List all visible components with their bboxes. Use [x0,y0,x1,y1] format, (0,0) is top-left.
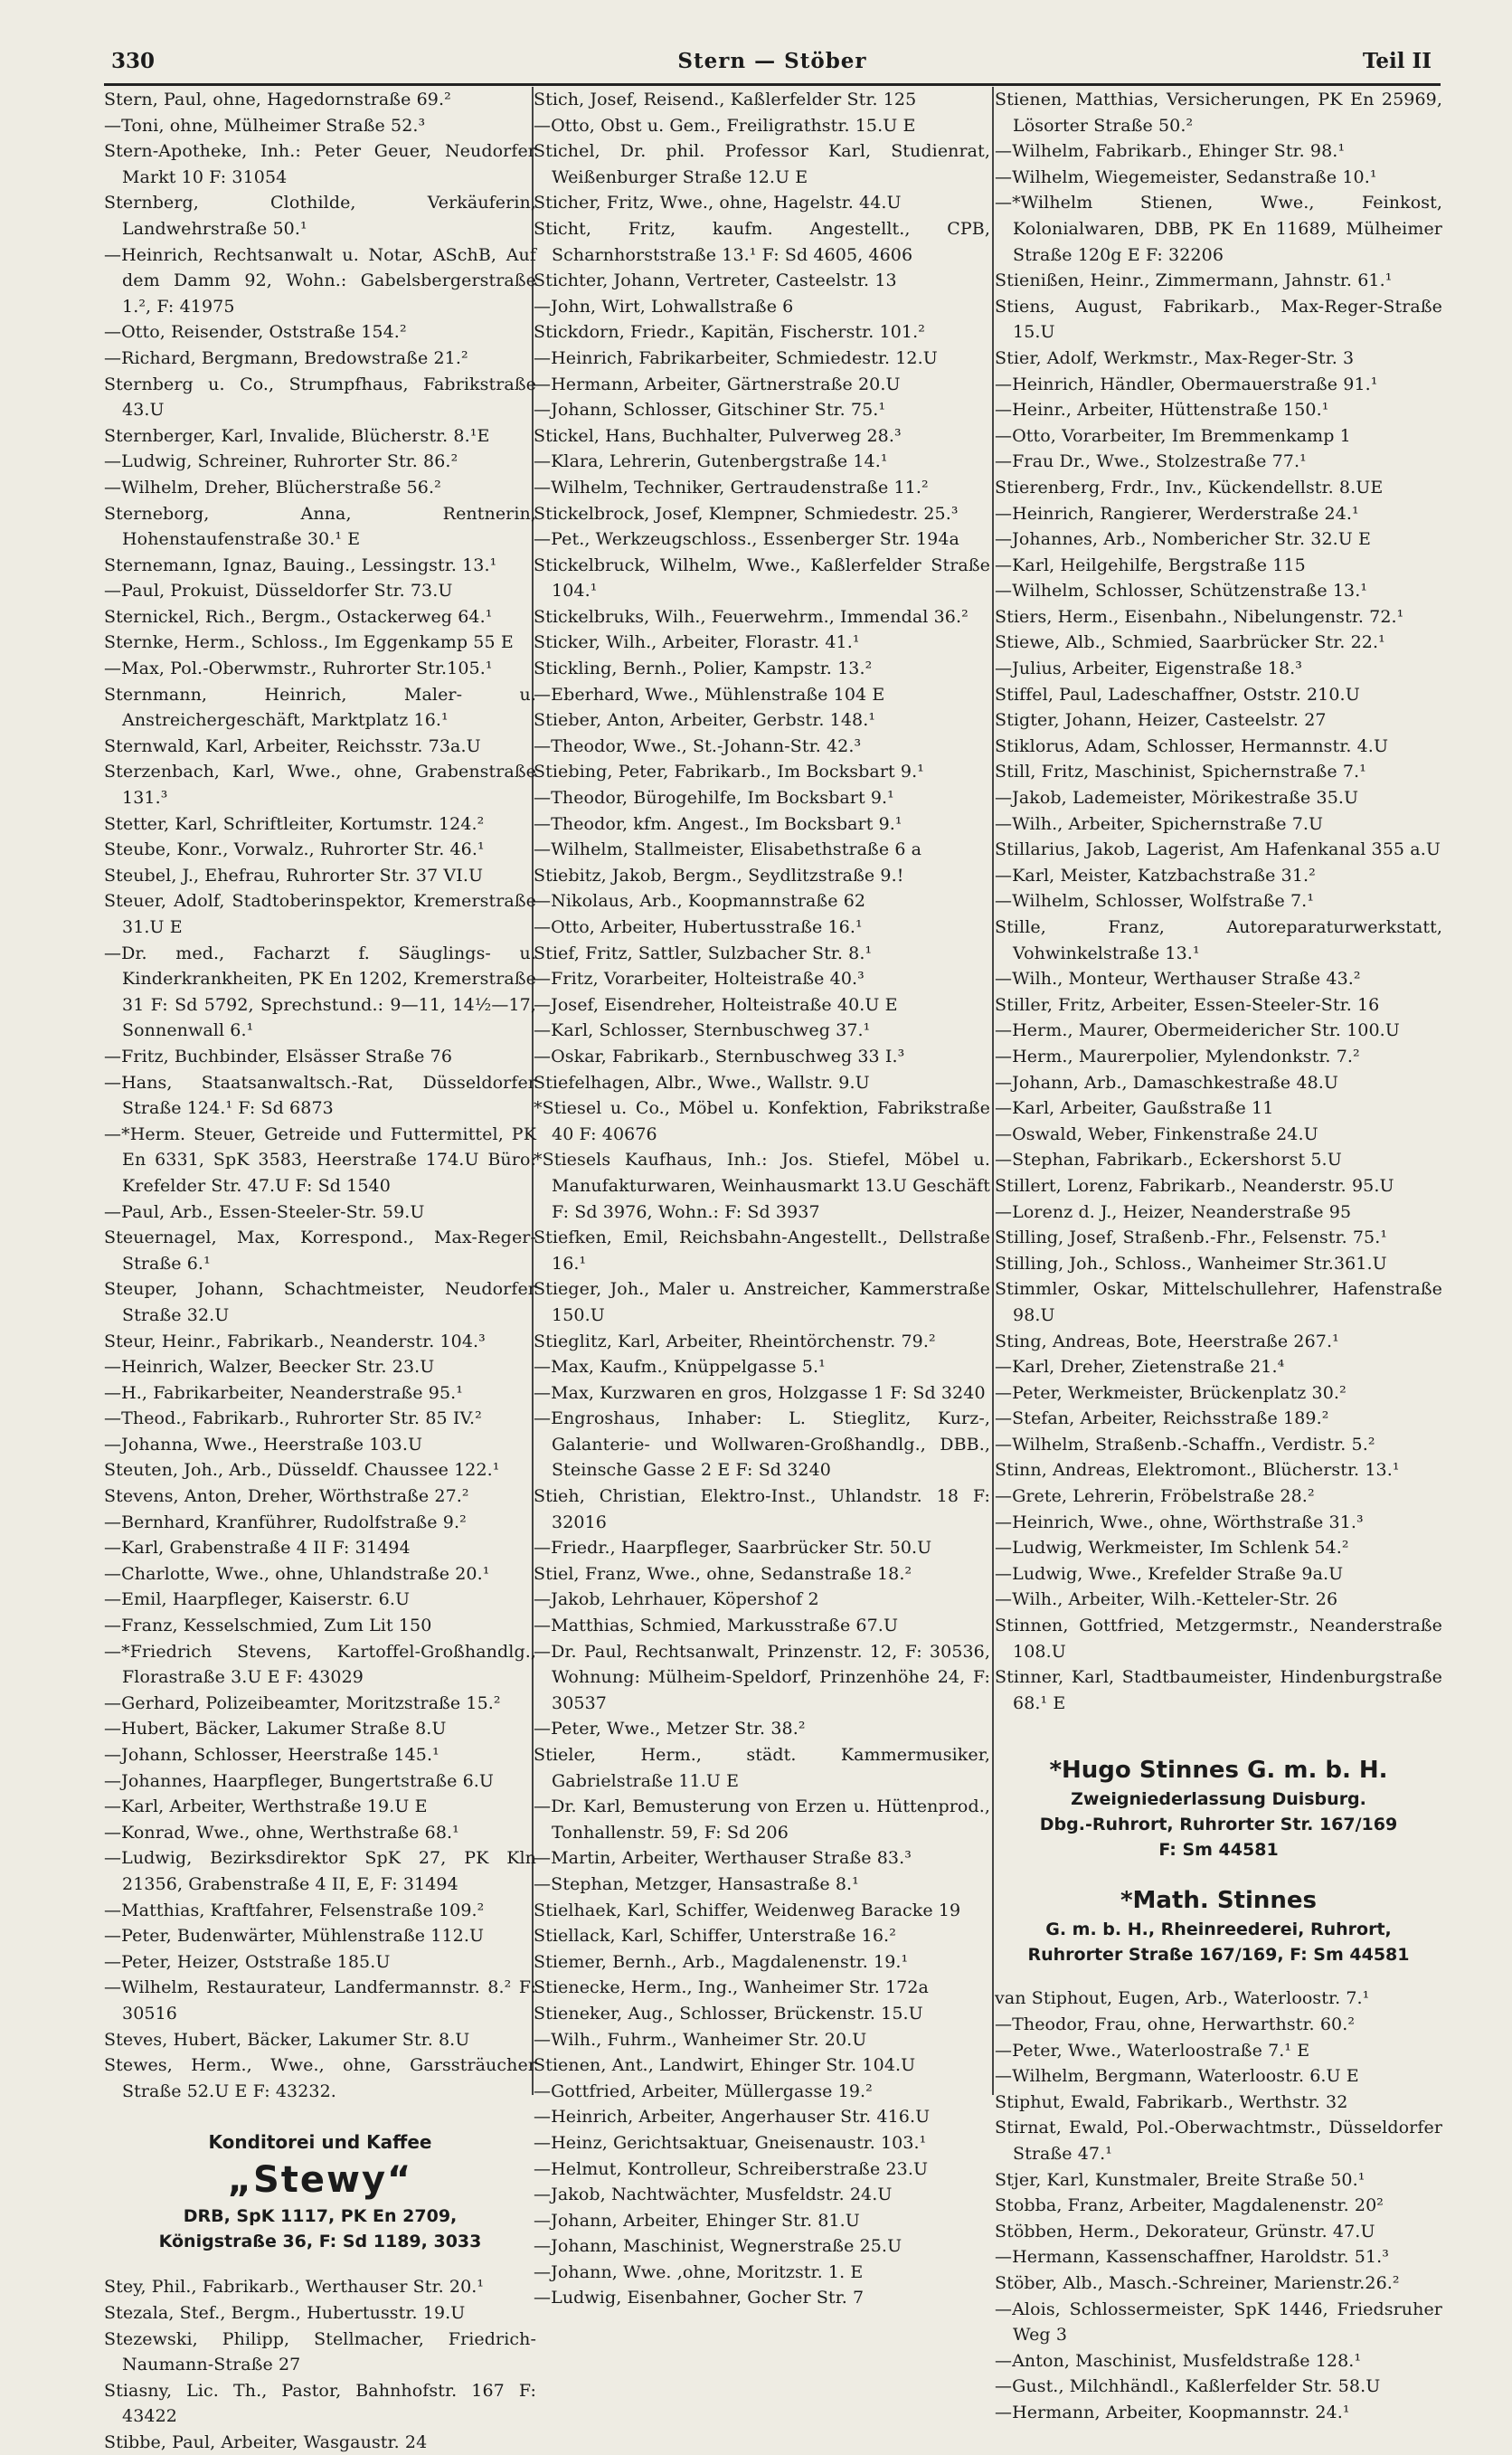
directory-entry: —Wilh., Monteur, Werthauser Straße 43.² [995,969,1361,990]
directory-entry: —Gerhard, Polizeibeamter, Moritzstraße 15.² [104,1692,501,1713]
column-divider [992,87,994,2095]
directory-entry: —Theodor, Bürogehilfe, Im Bocksbart 9.¹ [534,788,894,809]
directory-entry: Stickelbrock, Josef, Klempner, Schmiedestr. 25.³ [534,503,959,524]
directory-entry: Stiebing, Peter, Fabrikarb., Im Bocksbart 9.¹ [534,762,924,782]
directory-entry: Sternemann, Ignaz, Bauing., Lessingstr. 13.¹ [104,555,497,575]
directory-entry: —Theodor, Wwe., St.-Johann-Str. 42.³ [534,735,862,756]
directory-entry: —Jakob, Lehrhauer, Köpershof 2 [534,1589,819,1610]
directory-entry: Stiers, Herm., Eisenbahn., Nibelungenstr. 72.¹ [995,606,1404,627]
directory-entry: Stieglitz, Karl, Arbeiter, Rheintörchenstr. 79.² [534,1331,936,1351]
directory-entry: Steubel, J., Ehefrau, Ruhrorter Str. 37 VI.U [104,865,484,886]
directory-entry: Sticker, Wilh., Arbeiter, Florastr. 41.¹ [534,632,860,653]
directory-entry: Sternberg u. Co., Strumpfhaus, Fabrikstraße 43.U [104,374,536,421]
directory-entry: —Karl, Heilgehilfe, Bergstraße 115 [995,555,1306,575]
directory-entry: —Paul, Arb., Essen-Steeler-Str. 59.U [104,1201,425,1222]
directory-entry: Stöbben, Herm., Dekorateur, Grünstr. 47.U [995,2221,1375,2242]
directory-entry: Steves, Hubert, Bäcker, Lakumer Str. 8.U [104,2029,470,2050]
directory-entry: Stöber, Alb., Masch.-Schreiner, Marienstr.26.² [995,2272,1400,2293]
directory-entry: —Johannes, Haarpfleger, Bungertstraße 6.U [104,1770,495,1791]
directory-entry: —Gottfried, Arbeiter, Müllergasse 19.² [534,2081,873,2101]
directory-entry: Stiphut, Ewald, Fabrikarb., Werthstr. 32 [995,2091,1348,2112]
directory-entry: —Heinrich, Walzer, Beecker Str. 23.U [104,1357,435,1378]
directory-entry: —Charlotte, Wwe., ohne, Uhlandstraße 20.¹ [104,1563,490,1584]
entry-list [104,2274,536,2455]
directory-entry: Stichter, Johann, Vertreter, Casteelstr. 13 [534,270,897,291]
ad-title: *Hugo Stinnes G. m. b. H. [1049,1757,1388,1785]
directory-entry: —Hermann, Arbeiter, Koopmannstr. 24.¹ [995,2402,1350,2422]
directory-entry: —Wilhelm, Techniker, Gertraudenstraße 11.² [534,477,929,498]
directory-entry: —Otto, Obst u. Gem., Freiligrathstr. 15.U E [534,115,916,136]
directory-entry: —Heinz, Gerichtsaktuar, Gneisenaustr. 103.¹ [534,2132,927,2153]
directory-entry: Stienen, Matthias, Versicherungen, PK En 25969, Lösorter Straße 50.² [995,90,1442,136]
directory-entry: Sternmann, Heinrich, Maler- u. Anstreichergeschäft, Marktplatz 16.¹ [104,684,536,731]
directory-entry: —Lorenz d. J., Heizer, Neanderstraße 95 [995,1201,1352,1222]
directory-entry: —Wilhelm, Straßenb.-Schaffn., Verdistr. 5.² [995,1434,1375,1455]
directory-entry: —Johann, Arbeiter, Ehinger Str. 81.U [534,2210,860,2231]
directory-entry: —*Herm. Steuer, Getreide und Futtermittel, PK En 6331, SpK 3583, Heerstraße 174.U Büro: Krefelder Str. 47.U F: Sd 1540 [104,1123,536,1196]
entry-list [104,87,536,2104]
directory-entry: Stiller, Fritz, Arbeiter, Essen-Steeler-Str. 16 [995,994,1380,1015]
directory-entry: —Stephan, Fabrikarb., Eckershorst 5.U [995,1150,1342,1171]
directory-entry: Sternberger, Karl, Invalide, Blücherstr. 8.¹E [104,425,490,446]
directory-entry: Stille, Franz, Autoreparaturwerkstatt, Vohwinkelstraße 13.¹ [995,917,1442,963]
directory-entry: Sternickel, Rich., Bergm., Ostackerweg 64.¹ [104,606,493,627]
directory-entry: —Heinrich, Händler, Obermauerstraße 91.¹ [995,374,1378,394]
directory-entry: Stickelbruck, Wilhelm, Wwe., Kaßlerfelder Straße 104.¹ [534,555,990,602]
directory-entry: —Helmut, Kontrolleur, Schreiberstraße 23.U [534,2158,929,2179]
directory-entry: —Fritz, Vorarbeiter, Holteistraße 40.³ [534,969,865,990]
directory-entry: —Gust., Milchhändl., Kaßlerfelder Str. 58.U [995,2376,1381,2397]
directory-entry: —Heinrich, Fabrikarbeiter, Schmiedestr. 12.U [534,347,938,368]
directory-entry: —Hubert, Bäcker, Lakumer Straße 8.U [104,1719,447,1739]
directory-entry: Stiel, Franz, Wwe., ohne, Sedanstraße 18.² [534,1563,912,1584]
directory-entry: Stiewe, Alb., Schmied, Saarbrücker Str. 22.¹ [995,632,1385,653]
directory-entry: —Max, Kurzwaren en gros, Holzgasse 1 F: Sd 3240 [534,1382,986,1403]
directory-entry: —Karl, Schlosser, Sternbuschweg 37.¹ [534,1020,871,1041]
directory-entry: —Wilhelm, Fabrikarb., Ehinger Str. 98.¹ [995,141,1346,162]
directory-entry: —Stephan, Metzger, Hansastraße 8.¹ [534,1873,859,1894]
directory-entry: —Herm., Maurer, Obermeidericher Str. 100.U [995,1020,1400,1041]
directory-entry: Stienecke, Herm., Ing., Wanheimer Str. 172a [534,1977,929,1998]
directory-entry: Stillert, Lorenz, Fabrikarb., Neanderstr. 95.U [995,1175,1394,1196]
directory-entry: Stiffel, Paul, Ladeschaffner, Oststr. 210.U [995,684,1360,705]
directory-entry: Stezewski, Philipp, Stellmacher, Friedrich-Naumann-Straße 27 [104,2328,536,2375]
directory-entry: Stillarius, Jakob, Lagerist, Am Hafenkanal 355 a.U [995,839,1441,860]
directory-entry: —Hermann, Arbeiter, Gärtnerstraße 20.U [534,374,901,394]
ad-line: Dbg.-Ruhrort, Ruhrorter Str. 167/169 [1039,1815,1398,1835]
directory-entry: Steube, Konr., Vorwalz., Ruhrorter Str. 46.¹ [104,839,485,860]
directory-entry: Steuer, Adolf, Stadtoberinspektor, Kremerstraße 31.U E [104,891,536,937]
directory-entry: —Jakob, Lademeister, Mörikestraße 35.U [995,788,1359,809]
directory-entry: —Dr. Karl, Bemusterung von Erzen u. Hüttenprod., Tonhallenstr. 59, F: Sd 206 [534,1796,990,1843]
directory-entry: Stiens, August, Fabrikarb., Max-Reger-Straße 15.U [995,296,1442,343]
directory-entry: —Max, Pol.-Oberwmstr., Ruhrorter Str.105.¹ [104,659,493,679]
directory-entry: —Oskar, Fabrikarb., Sternbuschweg 33 I.³ [534,1046,905,1066]
directory-entry: Stirnat, Ewald, Pol.-Oberwachtmstr., Düsseldorfer Straße 47.¹ [995,2118,1442,2164]
column-3 [995,87,1442,2422]
directory-entry: —Emil, Haarpfleger, Kaiserstr. 6.U [104,1589,411,1610]
directory-entry: Stieger, Joh., Maler u. Anstreicher, Kammerstraße 150.U [534,1279,990,1325]
directory-entry: —Franz, Kesselschmied, Zum Lit 150 [104,1616,432,1636]
directory-entry: Stickelbruks, Wilh., Feuerwehrm., Immendal 36.² [534,606,969,627]
directory-entry: Sterneborg, Anna, Rentnerin, Hohenstaufenstraße 30.¹ E [104,503,536,550]
directory-entry: —Ludwig, Schreiner, Ruhrorter Str. 86.² [104,451,458,472]
page-number: 330 [111,49,156,73]
directory-entry: Stief, Fritz, Sattler, Sulzbacher Str. 8.¹ [534,943,873,963]
directory-entry: —Dr. Paul, Rechtsanwalt, Prinzenstr. 12, F: 30536, Wohnung: Mülheim-Speldorf, Prinzenhöhe 24, F: 30537 [534,1641,990,1713]
directory-entry: —Wilhelm, Schlosser, Wolfstraße 7.¹ [995,891,1315,912]
directory-entry: Stieler, Herm., städt. Kammermusiker, Gabrielstraße 11.U E [534,1745,990,1791]
entry-list [534,87,990,2311]
directory-entry: —Stefan, Arbeiter, Reichsstraße 189.² [995,1408,1329,1429]
directory-entry: —Peter, Werkmeister, Brückenplatz 30.² [995,1382,1347,1403]
directory-entry: —Otto, Arbeiter, Hubertusstraße 16.¹ [534,917,863,937]
directory-entry: *Stiesels Kaufhaus, Inh.: Jos. Stiefel, Möbel u. Manufakturwaren, Weinhausmarkt 13.U Geschäft F: Sd 3976, Wohn.: F: Sd 3937 [534,1150,990,1222]
directory-entry: Stieh, Christian, Elektro-Inst., Uhlandstr. 18 F: 32016 [534,1486,990,1532]
directory-entry: Steur, Heinr., Fabrikarb., Neanderstr. 104.³ [104,1331,486,1351]
directory-entry: —Wilhelm, Schlosser, Schützenstraße 13.¹ [995,581,1368,602]
directory-entry: *Stiesel u. Co., Möbel u. Konfektion, Fabrikstraße 40 F: 40676 [534,1098,990,1144]
directory-entry: Stevens, Anton, Dreher, Wörthstraße 27.² [104,1486,469,1507]
directory-entry: —Johannes, Arb., Nombericher Str. 32.U E [995,529,1372,550]
directory-entry: Stiellack, Karl, Schiffer, Unterstraße 16.² [534,1926,896,1947]
directory-entry: —*Friedrich Stevens, Kartoffel-Großhandlg., Florastraße 3.U E F: 43029 [104,1641,536,1688]
directory-entry: Stezala, Stef., Bergm., Hubertusstr. 19.U [104,2302,466,2323]
ad-line: Zweigniederlassung Duisburg. [1071,1789,1366,1810]
directory-entry: Sterzenbach, Karl, Wwe., ohne, Grabenstraße 131.³ [104,762,536,809]
directory-entry: —Ludwig, Werkmeister, Im Schlenk 54.² [995,1538,1349,1559]
directory-entry: Stinn, Andreas, Elektromont., Blücherstr. 13.¹ [995,1460,1400,1481]
directory-entry: —Wilhelm, Bergmann, Waterloostr. 6.U E [995,2066,1359,2087]
ad-title: *Math. Stinnes [1120,1887,1318,1915]
directory-entry: Steuten, Joh., Arb., Düsseldf. Chaussee 122.¹ [104,1460,500,1481]
directory-entry: Stiebitz, Jakob, Bergm., Seydlitzstraße 9.! [534,865,904,886]
directory-entry: —Klara, Lehrerin, Gutenbergstraße 14.¹ [534,451,888,472]
directory-entry: Stich, Josef, Reisend., Kaßlerfelder Str. 125 [534,90,917,109]
directory-entry: —Heinrich, Arbeiter, Angerhauser Str. 416.U [534,2107,931,2128]
directory-entry: —Eberhard, Wwe., Mühlenstraße 104 E [534,684,885,705]
directory-entry: —Wilh., Arbeiter, Spichernstraße 7.U [995,813,1324,834]
directory-entry: Stewes, Herm., Wwe., ohne, Garssträucher Straße 52.U E F: 43232. [104,2055,536,2101]
directory-entry: —Frau Dr., Wwe., Stolzestraße 77.¹ [995,451,1307,472]
entry-list [995,1986,1442,2425]
directory-entry: —John, Wirt, Lohwallstraße 6 [534,296,794,317]
directory-entry: Stiemer, Bernh., Arb., Magdalenenstr. 19.¹ [534,1951,909,1972]
ad-line: Königstraße 36, F: Sd 1189, 3033 [158,2232,482,2252]
directory-entry: —Matthias, Kraftfahrer, Felsenstraße 109.² [104,1900,485,1920]
directory-entry: —Otto, Reisender, Oststraße 154.² [104,322,407,343]
directory-entry: Stierenberg, Frdr., Inv., Kückendellstr. 8.UE [995,477,1384,498]
directory-entry: Steuernagel, Max, Korrespond., Max-Reger-Straße 6.¹ [104,1228,536,1274]
directory-entry: —Wilh., Fuhrm., Wanheimer Str. 20.U [534,2029,867,2050]
directory-entry: —Otto, Vorarbeiter, Im Bremmenkamp 1 [995,425,1351,446]
directory-entry: Stern, Paul, ohne, Hagedornstraße 69.² [104,90,451,109]
directory-entry: —Ludwig, Wwe., Krefelder Straße 9a.U [995,1563,1344,1584]
directory-entry: —Johann, Schlosser, Gitschiner Str. 75.¹ [534,400,886,421]
directory-entry: Stichel, Dr. phil. Professor Karl, Studienrat, Weißenburger Straße 12.U E [534,141,990,187]
directory-entry: Still, Fritz, Maschinist, Spichernstraße 7.¹ [995,762,1366,782]
directory-entry: Stibbe, Paul, Arbeiter, Wasgaustr. 24 [104,2431,428,2452]
directory-entry: Stickdorn, Friedr., Kapitän, Fischerstr. 101.² [534,322,925,343]
directory-entry: —Heinrich, Rechtsanwalt u. Notar, ASchB, Auf dem Damm 92, Wohn.: Gabelsbergerstraße 1.², F: 41975 [104,244,536,317]
directory-entry: —Johann, Wwe. ,ohne, Moritzstr. 1. E [534,2261,864,2282]
directory-entry: —Julius, Arbeiter, Eigenstraße 18.³ [995,659,1303,679]
directory-entry: van Stiphout, Eugen, Arb., Waterloostr. 7.¹ [995,1988,1370,2009]
directory-entry: Steuper, Johann, Schachtmeister, Neudorfer Straße 32.U [104,1279,536,1325]
directory-entry: —Heinrich, Rangierer, Werderstraße 24.¹ [995,503,1359,524]
directory-entry: —Peter, Wwe., Metzer Str. 38.² [534,1719,806,1739]
ad-stewy [104,2128,536,2254]
directory-entry: —Josef, Eisendreher, Holteistraße 40.U E [534,994,898,1015]
directory-entry: Stey, Phil., Fabrikarb., Werthauser Str. 20.¹ [104,2277,485,2298]
ad-brand: „Stewy“ [227,2159,413,2202]
directory-entry: —Johann, Arb., Damaschkestraße 48.U [995,1072,1339,1093]
directory-entry: —Oswald, Weber, Finkenstraße 24.U [995,1123,1318,1144]
directory-entry: —*Wilhelm Stienen, Wwe., Feinkost, Kolonialwaren, DBB, PK En 11689, Mülheimer Straße 120g E F: 32206 [995,193,1442,265]
directory-entry: Stinnen, Gottfried, Metzgermstr., Neanderstraße 108.U [995,1616,1442,1662]
directory-entry: —Dr. med., Facharzt f. Säuglings- u. Kinderkrankheiten, PK En 1202, Kremerstraße 31 F: Sd 5792, Sprechstund.: 9—11, 14½—17, Sonnenwall 6.¹ [104,943,536,1041]
directory-entry: Stobba, Franz, Arbeiter, Magdalenenstr. 20² [995,2195,1384,2216]
directory-entry: —Matthias, Schmied, Markusstraße 67.U [534,1616,899,1636]
ad-line: F: Sm 44581 [1158,1840,1279,1861]
directory-entry: Stieneker, Aug., Schlosser, Brückenstr. 15.U [534,2003,923,2024]
directory-entry: —Jakob, Nachtwächter, Musfeldstr. 24.U [534,2185,893,2205]
directory-entry: —Konrad, Wwe., ohne, Werthstraße 68.¹ [104,1822,459,1843]
directory-entry: —Wilh., Arbeiter, Wilh.-Ketteler-Str. 26 [995,1589,1338,1610]
directory-entry: —Karl, Grabenstraße 4 II F: 31494 [104,1538,411,1559]
ad-line: DRB, SpK 1117, PK En 2709, [183,2206,458,2227]
directory-entry: Stern-Apotheke, Inh.: Peter Geuer, Neudorfer Markt 10 F: 31054 [104,141,536,187]
directory-entry: —Karl, Dreher, Zietenstraße 21.⁴ [995,1357,1285,1378]
page-header [104,45,1441,86]
directory-entry: —Hans, Staatsanwaltsch.-Rat, Düsseldorfer Straße 124.¹ F: Sd 6873 [104,1072,536,1119]
directory-entry: —Friedr., Haarpfleger, Saarbrücker Str. 50.U [534,1538,932,1559]
directory-entry: Stienißen, Heinr., Zimmermann, Jahnstr. 61.¹ [995,270,1393,291]
directory-entry: —Hermann, Kassenschaffner, Haroldstr. 51.³ [995,2247,1390,2268]
directory-entry: Sternke, Herm., Schloss., Im Eggenkamp 55 E [104,632,514,653]
directory-entry: —Peter, Heizer, Oststraße 185.U [104,1951,391,1972]
directory-entry: —Anton, Maschinist, Musfeldstraße 128.¹ [995,2350,1362,2371]
directory-entry: Stiasny, Lic. Th., Pastor, Bahnhofstr. 167 F: 43422 [104,2380,536,2427]
entry-list [995,87,1442,1716]
directory-entry: —Ludwig, Bezirksdirektor SpK 27, PK Kln 21356, Grabenstraße 4 II, E, F: 31494 [104,1848,536,1894]
directory-entry: Stielhaek, Karl, Schiffer, Weidenweg Baracke 19 [534,1900,961,1920]
directory-entry: —Wilhelm, Restaurateur, Landfermannstr. 8.² F: 30516 [104,1977,536,2024]
directory-entry: —Alois, Schlossermeister, SpK 1446, Friedsruher Weg 3 [995,2299,1442,2346]
directory-entry: —Peter, Budenwärter, Mühlenstraße 112.U [104,1926,485,1947]
directory-entry: —Herm., Maurerpolier, Mylendonkstr. 7.² [995,1046,1360,1066]
directory-entry: Sternberg, Clothilde, Verkäuferin, Landwehrstraße 50.¹ [104,193,536,239]
directory-entry: —Theodor, kfm. Angest., Im Bocksbart 9.¹ [534,813,902,834]
directory-entry: Stilling, Joh., Schloss., Wanheimer Str.361.U [995,1253,1387,1274]
directory-entry: Stinner, Karl, Stadtbaumeister, Hindenburgstraße 68.¹ E [995,1667,1442,1713]
directory-entry: —Max, Kaufm., Knüppelgasse 5.¹ [534,1357,826,1378]
directory-entry: Stimmler, Oskar, Mittelschullehrer, Hafenstraße 98.U [995,1279,1442,1325]
part-label: Teil II [1362,49,1432,73]
directory-entry: —Heinrich, Wwe., ohne, Wörthstraße 31.³ [995,1512,1364,1532]
directory-entry: Stieber, Anton, Arbeiter, Gerbstr. 148.¹ [534,710,876,731]
directory-entry: Sticher, Fritz, Wwe., ohne, Hagelstr. 44.U [534,193,902,213]
directory-entry: —Toni, ohne, Mülheimer Straße 52.³ [104,115,426,136]
directory-entry: —Peter, Wwe., Waterloostraße 7.¹ E [995,2040,1310,2061]
directory-entry: —Martin, Arbeiter, Werthauser Straße 83.³ [534,1848,912,1869]
ad-line: Ruhrorter Straße 167/169, F: Sm 44581 [1027,1945,1410,1966]
directory-entry: —Engroshaus, Inhaber: L. Stieglitz, Kurz-, Galanterie- und Wollwaren-Großhandlg., DBB., Steinsche Gasse 2 E F: Sd 3240 [534,1408,990,1481]
directory-entry: Stickel, Hans, Buchhalter, Pulverweg 28.³ [534,425,902,446]
directory-entry: —Bernhard, Kranführer, Rudolfstraße 9.² [104,1512,467,1532]
directory-entry: —Nikolaus, Arb., Koopmannstraße 62 [534,891,866,912]
directory-entry: —Paul, Prokuist, Düsseldorfer Str. 73.U [104,581,453,602]
directory-entry: Sticht, Fritz, kaufm. Angestellt., CPB, Scharnhorststraße 13.¹ F: Sd 4605, 4606 [534,218,990,265]
page-title: Stern — Stöber [677,49,867,73]
directory-entry: —Heinr., Arbeiter, Hüttenstraße 150.¹ [995,400,1329,421]
ad-math-stinnes [995,1884,1442,1967]
directory-entry: Stiklorus, Adam, Schlosser, Hermannstr. 4.U [995,735,1389,756]
directory-entry: —Wilhelm, Dreher, Blücherstraße 56.² [104,477,441,498]
ad-line: Konditorei und Kaffee [208,2131,432,2154]
directory-entry: —Karl, Meister, Katzbachstraße 31.² [995,865,1316,886]
directory-entry: —Johann, Schlosser, Heerstraße 145.¹ [104,1745,439,1765]
directory-entry: Stigter, Johann, Heizer, Casteelstr. 27 [995,710,1327,731]
directory-entry: —Wilhelm, Wiegemeister, Sedanstraße 10.¹ [995,166,1377,187]
ad-hugo-stinnes [995,1754,1442,1863]
directory-entry: —Wilhelm, Stallmeister, Elisabethstraße 6 a [534,839,922,860]
directory-entry: —Fritz, Buchbinder, Elsässer Straße 76 [104,1046,453,1066]
directory-entry: Stetter, Karl, Schriftleiter, Kortumstr. 124.² [104,813,485,834]
directory-entry: —Theod., Fabrikarb., Ruhrorter Str. 85 IV.² [104,1408,482,1429]
column-1 [104,87,536,2452]
column-2 [534,87,990,2308]
directory-entry: Sternwald, Karl, Arbeiter, Reichsstr. 73a.U [104,735,481,756]
directory-entry: —Karl, Arbeiter, Gaußstraße 11 [995,1098,1274,1119]
directory-entry: —Karl, Arbeiter, Werthstraße 19.U E [104,1796,428,1817]
directory-entry: —Johanna, Wwe., Heerstraße 103.U [104,1434,423,1455]
directory-entry: Stjer, Karl, Kunstmaler, Breite Straße 50.¹ [995,2169,1366,2190]
directory-entry: —H., Fabrikarbeiter, Neanderstraße 95.¹ [104,1382,464,1403]
directory-entry: —Richard, Bergmann, Bredowstraße 21.² [104,347,468,368]
directory-entry: —Pet., Werkzeugschloss., Essenberger Str. 194a [534,529,959,550]
directory-entry: Sting, Andreas, Bote, Heerstraße 267.¹ [995,1331,1339,1351]
directory-entry: Stickling, Bernh., Polier, Kampstr. 13.² [534,659,873,679]
directory-entry: Stier, Adolf, Werkmstr., Max-Reger-Str. 3 [995,347,1355,368]
directory-entry: —Johann, Maschinist, Wegnerstraße 25.U [534,2236,902,2257]
directory-entry: Stiefken, Emil, Reichsbahn-Angestellt., Dellstraße 16.¹ [534,1228,990,1274]
directory-entry: Stienen, Ant., Landwirt, Ehinger Str. 104.U [534,2055,916,2076]
directory-entry: Stilling, Josef, Straßenb.-Fhr., Felsenstr. 75.¹ [995,1228,1388,1248]
directory-entry: —Theodor, Frau, ohne, Herwarthstr. 60.² [995,2014,1356,2034]
directory-entry: Stiefelhagen, Albr., Wwe., Wallstr. 9.U [534,1072,870,1093]
ad-line: G. m. b. H., Rheinreederei, Ruhrort, [1045,1919,1392,1940]
directory-entry: —Ludwig, Eisenbahner, Gocher Str. 7 [534,2288,865,2308]
directory-entry: —Grete, Lehrerin, Fröbelstraße 28.² [995,1486,1315,1507]
